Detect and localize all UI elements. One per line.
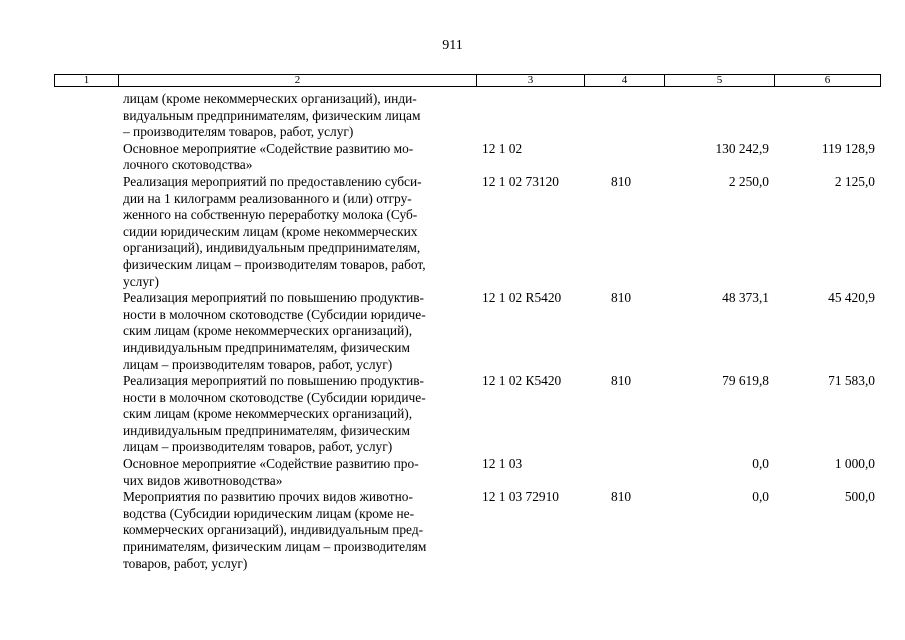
row-col-1 bbox=[54, 91, 118, 141]
description-line: Основное мероприятие «Содействие развитию про- bbox=[123, 456, 419, 472]
row-value-col5: 130 242,9 bbox=[715, 140, 769, 156]
description-line: чих видов животноводства» bbox=[123, 472, 283, 488]
row-value-col6: 119 128,9 bbox=[821, 140, 875, 156]
description-line: индивидуальным предпринимателям, физическим bbox=[123, 339, 410, 355]
header-col-4: 4 bbox=[585, 75, 665, 87]
table-row bbox=[54, 91, 880, 141]
row-classification-code bbox=[476, 91, 584, 141]
description-line: услуг) bbox=[123, 273, 159, 289]
description-line: Реализация мероприятий по повышению продуктив- bbox=[123, 373, 425, 389]
description-line: дии на 1 килограмм реализованного и (или) отгру- bbox=[123, 190, 412, 206]
row-col-1 bbox=[54, 489, 118, 572]
header-col-1: 1 bbox=[55, 75, 119, 87]
description-line: ности в молочном скотоводстве (Субсидии юридиче- bbox=[123, 389, 426, 405]
row-value-col5: 2 250,0 bbox=[728, 173, 769, 189]
row-value-col5: 48 373,1 bbox=[722, 290, 769, 306]
table-row bbox=[54, 373, 880, 456]
row-classification-code: 12 1 02 К5420 bbox=[482, 373, 562, 389]
header-col-5: 5 bbox=[665, 75, 775, 87]
row-value-col5: 0,0 bbox=[752, 456, 769, 472]
row-col-1 bbox=[54, 174, 118, 290]
row-value-col5 bbox=[664, 91, 774, 141]
row-classification-code: 12 1 03 bbox=[482, 456, 523, 472]
row-expense-type bbox=[584, 91, 664, 141]
row-expense-type: 810 bbox=[611, 173, 632, 189]
description-line: ским лицам (кроме некоммерческих организаций), bbox=[123, 323, 413, 339]
row-description bbox=[118, 290, 476, 373]
row-classification-code: 12 1 03 72910 bbox=[482, 489, 559, 505]
row-classification-code: 12 1 02 R5420 bbox=[482, 290, 562, 306]
column-number-header bbox=[54, 74, 881, 87]
row-col-1 bbox=[54, 141, 118, 174]
table-row bbox=[54, 174, 880, 290]
row-expense-type bbox=[584, 456, 664, 489]
description-line: организаций), индивидуальным предпринимателям, bbox=[123, 240, 421, 256]
row-classification-code: 12 1 02 bbox=[482, 140, 523, 156]
row-classification-code: 12 1 02 73120 bbox=[482, 173, 559, 189]
row-description bbox=[118, 141, 476, 174]
row-expense-type: 810 bbox=[611, 489, 632, 505]
row-description bbox=[118, 456, 476, 489]
description-line: индивидуальным предпринимателям, физическим bbox=[123, 422, 410, 438]
description-line: – производителям товаров, работ, услуг) bbox=[123, 124, 354, 140]
row-value-col6: 45 420,9 bbox=[828, 290, 875, 306]
row-description bbox=[118, 489, 476, 572]
page-number: 911 bbox=[442, 38, 463, 53]
row-description bbox=[118, 174, 476, 290]
description-line: ности в молочном скотоводстве (Субсидии юридиче- bbox=[123, 306, 426, 322]
row-col-1 bbox=[54, 456, 118, 489]
row-description bbox=[118, 373, 476, 456]
description-line: сидии юридическим лицам (кроме некоммерческих bbox=[123, 223, 418, 239]
description-line: Реализация мероприятий по повышению продуктив- bbox=[123, 290, 425, 306]
description-line: Реализация мероприятий по предоставлению субси- bbox=[123, 173, 422, 189]
table-row bbox=[54, 290, 880, 373]
description-line: коммерческих организаций), индивидуальным пред- bbox=[123, 522, 424, 538]
description-line: Мероприятия по развитию прочих видов животно- bbox=[123, 489, 413, 505]
row-col-1 bbox=[54, 373, 118, 456]
row-expense-type bbox=[584, 141, 664, 174]
description-line: Основное мероприятие «Содействие развитию мо- bbox=[123, 140, 414, 156]
description-line: видуальным предпринимателям, физическим лицам bbox=[123, 107, 421, 123]
description-line: лицам (кроме некоммерческих организаций), инди- bbox=[123, 91, 417, 106]
description-line: лицам – производителям товаров, работ, услуг) bbox=[123, 356, 393, 372]
row-value-col5: 0,0 bbox=[752, 489, 769, 505]
description-line: товаров, работ, услуг) bbox=[123, 555, 248, 571]
description-line: женного на собственную переработку молока (Суб- bbox=[123, 207, 418, 223]
budget-table-body bbox=[54, 91, 880, 572]
row-value-col6: 500,0 bbox=[844, 489, 875, 505]
row-description bbox=[118, 91, 476, 141]
budget-table bbox=[54, 91, 880, 572]
description-line: водства (Субсидии юридическим лицам (кроме не- bbox=[123, 505, 415, 521]
header-col-3: 3 bbox=[477, 75, 585, 87]
row-value-col6: 2 125,0 bbox=[834, 173, 875, 189]
row-value-col6: 71 583,0 bbox=[828, 373, 875, 389]
header-col-2: 2 bbox=[119, 75, 477, 87]
header-col-6: 6 bbox=[775, 75, 881, 87]
row-value-col6 bbox=[774, 91, 880, 141]
description-line: принимателям, физическим лицам – производителям bbox=[123, 539, 427, 555]
row-expense-type: 810 bbox=[611, 373, 632, 389]
row-value-col6: 1 000,0 bbox=[834, 456, 875, 472]
table-row bbox=[54, 141, 880, 174]
description-line: ским лицам (кроме некоммерческих организаций), bbox=[123, 406, 413, 422]
header-row bbox=[55, 75, 881, 87]
description-line: лицам – производителям товаров, работ, услуг) bbox=[123, 439, 393, 455]
row-col-1 bbox=[54, 290, 118, 373]
table-row bbox=[54, 456, 880, 489]
row-value-col5: 79 619,8 bbox=[722, 373, 769, 389]
description-line: лочного скотоводства» bbox=[123, 157, 253, 173]
row-expense-type: 810 bbox=[611, 290, 632, 306]
table-row bbox=[54, 489, 880, 572]
description-line: физическим лицам – производителям товаров, работ, bbox=[123, 256, 426, 272]
